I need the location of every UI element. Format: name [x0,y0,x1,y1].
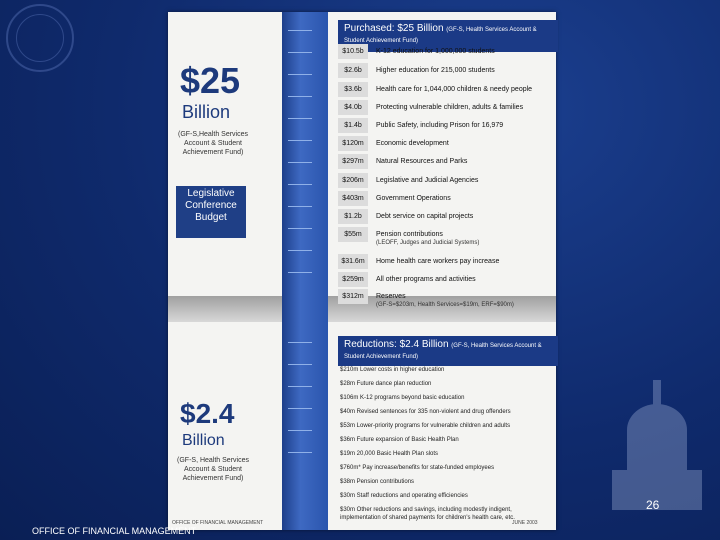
reduction-item: $30m Staff reductions and operating efficiencies [340,493,468,499]
purchased-row-amount: $120m [338,136,368,151]
legislative-budget-label: Legislative Conference Budget [176,186,246,238]
reduction-item: $36m Future expansion of Basic Health Plan [340,437,459,443]
page-number: 26 [646,498,660,512]
purchased-header-title: Purchased: $25 Billion [344,23,444,34]
reduction-item: $106m K-12 programs beyond basic education [340,395,465,401]
purchased-row-text: Government Operations [376,195,451,202]
purchased-row-amount: $2.6b [338,63,368,78]
state-seal-watermark [6,4,74,72]
doc-footer-left: OFFICE OF FINANCIAL MANAGEMENT [172,520,264,526]
purchased-row-amount: $259m [338,272,368,287]
reduction-item: $40m Revised sentences for 335 non-violent and drug offenders [340,409,511,415]
purchased-row-text: Pension contributions [376,231,443,238]
purchased-amount: $25 [180,60,241,101]
reduction-item: $28m Future dance plan reduction [340,381,432,387]
reductions-header-note: (GF-S, Health Services Account & Student Achievement Fund) [344,343,542,360]
purchased-row-text: Legislative and Judicial Agencies [376,177,479,184]
reductions-header [338,336,558,366]
purchased-row-amount: $312m [338,289,368,304]
purchased-fund-note: (GF-S,Health Services Account & Student Achievement Fund) [177,131,249,156]
purchased-row-text: Reserves [376,293,406,300]
reduction-item: $30m Other reductions and savings, including modestly indigent, implementation of shared payments for children's health care, etc. [340,507,515,521]
purchased-row-amount: $3.6b [338,82,368,97]
reduction-item: $38m Pension contributions [340,479,415,485]
purchased-row-amount: $10.5b [338,44,368,59]
purchased-row-amount: $206m [338,173,368,188]
purchased-row-subtext: (LEOFF, Judges and Judicial Systems) [376,240,480,246]
purchased-row-text: Debt service on capital projects [376,213,474,220]
purchased-row-text: Economic development [376,140,449,147]
purchased-row-text: Higher education for 215,000 students [376,67,495,74]
reduction-item: $760m* Pay increase/benefits for state-funded employees [340,465,495,471]
purchased-row-text: All other programs and activities [376,276,476,283]
purchased-row-amount: $55m [338,227,368,242]
purchased-row-amount: $1.4b [338,118,368,133]
purchased-row-text: Home health care workers pay increase [376,258,500,265]
reductions-unit: Billion [182,432,225,449]
capitol-dome-watermark [602,360,712,510]
reduction-item: $210m Lower costs in higher education [340,367,445,373]
reductions-fund-note: (GF-S, Health Services Account & Student Achievement Fund) [177,457,249,482]
purchased-header-note: (GF-S, Health Services Account & Student Achievement Fund) [344,27,537,44]
purchased-row-text: K-12 education for 1,000,000 students [376,48,495,55]
office-footer: OFFICE OF FINANCIAL MANAGEMENT [32,526,197,536]
doc-footer-right: JUNE 2003 [512,520,538,526]
purchased-row-amount: $403m [338,191,368,206]
purchased-row-text: Public Safety, including Prison for 16,979 [376,122,504,129]
reductions-header-title: Reductions: $2.4 Billion [344,339,449,350]
reduction-item: $19m 20,000 Basic Health Plan slots [340,451,439,457]
purchased-unit: Billion [182,102,231,122]
purchased-row-amount: $4.0b [338,100,368,115]
budget-column-graphic [282,12,328,530]
purchased-row-text: Health care for 1,044,000 children & needy people [376,86,533,93]
reductions-amount: $2.4 [180,398,235,429]
purchased-row-amount: $1.2b [338,209,368,224]
purchased-row-amount: $297m [338,154,368,169]
reduction-item: $53m Lower-priority programs for vulnerable children and adults [340,423,511,429]
purchased-row-text: Protecting vulnerable children, adults & families [376,104,524,111]
purchased-row-subtext: (GF-S=$203m, Health Services=$19m, ERF=$90m) [376,302,514,308]
purchased-row-text: Natural Resources and Parks [376,158,468,165]
purchased-row-amount: $31.6m [338,254,368,269]
